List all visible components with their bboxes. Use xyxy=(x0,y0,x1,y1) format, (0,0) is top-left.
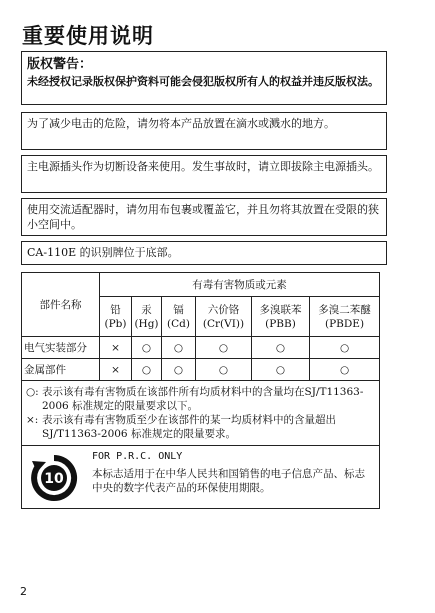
col-header-cd: 镉 (Cd) xyxy=(162,297,196,337)
table-cell: ○ xyxy=(132,359,162,381)
environment-protection-use-period-icon xyxy=(28,452,80,504)
note-above-limit xyxy=(26,413,375,441)
col-header-pbb: 多溴联苯 (PBB) xyxy=(252,297,310,337)
note-text: 表示该有毒有害物质在该部件所有均质材料中的含量均在SJ/T11363-2006 标准规定的限量要求以下。 xyxy=(42,386,364,412)
table-cell: ○ xyxy=(132,337,162,359)
col-header-pb: 铅 (Pb) xyxy=(100,297,132,337)
hazardous-substances-table xyxy=(21,272,380,509)
page-number: 2 xyxy=(20,585,27,598)
table-cell: × xyxy=(100,359,132,381)
notice-water: 为了减少电击的危险，请勿将本产品放置在滴水或溅水的地方。 xyxy=(21,112,387,150)
table-cell: × xyxy=(100,337,132,359)
table-cell: ○ xyxy=(162,337,196,359)
table-cell: ○ xyxy=(252,359,310,381)
part-name-header: 部件名称 xyxy=(22,273,100,337)
table-cell: ○ xyxy=(252,337,310,359)
notice-main-plug: 主电源插头作为切断设备来使用。发生事故时，请立即拔除主电源插头。 xyxy=(21,155,387,193)
hazardous-substances-table-wrapper xyxy=(21,272,379,509)
prc-only-label: FOR P.R.C. ONLY xyxy=(92,451,183,462)
row-part-name: 金属部件 xyxy=(22,359,100,381)
note-text: 表示该有毒有害物质至少在该部件的某一均质材料中的含量超出SJ/T11363-2006 标准规定的限量要求。 xyxy=(42,414,336,440)
table-cell: ○ xyxy=(310,359,380,381)
table-row xyxy=(22,337,380,359)
note-symbol: ×: xyxy=(26,414,39,426)
substances-group-header: 有毒有害物质或元素 xyxy=(100,273,380,297)
table-notes xyxy=(22,381,380,446)
notice-rating-label: CA-110E 的识别牌位于底部。 xyxy=(21,241,387,265)
col-header-cr6: 六价铬 (Cr(VI)) xyxy=(196,297,252,337)
copyright-warning-heading: 版权警告： xyxy=(27,57,93,72)
table-cell: ○ xyxy=(196,337,252,359)
table-cell: ○ xyxy=(196,359,252,381)
table-cell: ○ xyxy=(162,359,196,381)
notice-ac-adapter: 使用交流适配器时，请勿用布包裹或覆盖它，并且勿将其放置在受限的狭小空间中。 xyxy=(21,198,387,236)
page-title: 重要使用说明 xyxy=(22,24,154,48)
col-header-hg: 汞 (Hg) xyxy=(132,297,162,337)
note-below-limit xyxy=(26,385,375,413)
col-header-pbde: 多溴二苯醚 (PBDE) xyxy=(310,297,380,337)
epup-logo-number: 10 xyxy=(44,471,64,487)
epup-section xyxy=(22,446,380,509)
note-symbol: ○: xyxy=(26,386,39,398)
table-cell: ○ xyxy=(310,337,380,359)
copyright-warning-box xyxy=(21,51,387,105)
table-row xyxy=(22,359,380,381)
epup-description: 本标志适用于在中华人民共和国销售的电子信息产品、标志中央的数字代表产品的环保使用期限。 xyxy=(92,468,365,494)
copyright-warning-body: 未经授权记录版权保护资料可能会侵犯版权所有人的权益并违反版权法。 xyxy=(27,75,379,88)
row-part-name: 电气实装部分 xyxy=(22,337,100,359)
